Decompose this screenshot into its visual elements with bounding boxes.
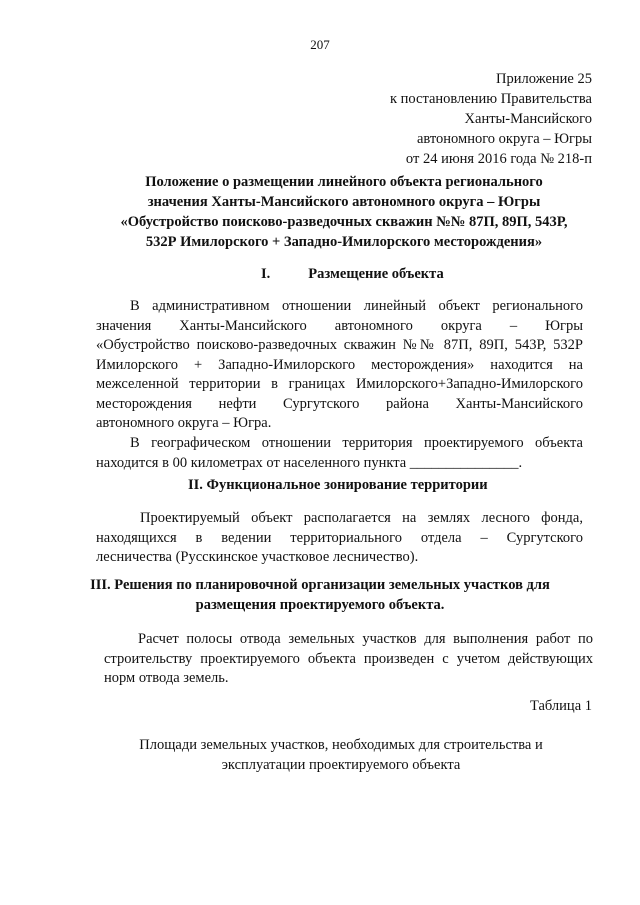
paragraph-line: месторождения нефти Сургутского района Ханты-Мансийского bbox=[96, 395, 583, 412]
paragraph-line: значения Ханты-Мансийского автономного округа – Югры bbox=[96, 317, 583, 334]
appendix-line: к постановлению Правительства bbox=[390, 91, 592, 107]
table-label: Таблица 1 bbox=[529, 698, 592, 714]
paragraph-line: находящихся в ведении территориального отдела – Сургутского bbox=[96, 529, 583, 546]
appendix-line: Ханты-Мансийского bbox=[464, 111, 592, 127]
section-1-number: I. bbox=[261, 266, 271, 282]
section-3-heading bbox=[40, 575, 600, 615]
page-number: 207 bbox=[310, 37, 330, 52]
paragraph-line: автономного округа – Югра. bbox=[96, 415, 272, 431]
section-1-title: Размещение объекта bbox=[308, 266, 444, 282]
section-1-heading bbox=[261, 264, 444, 284]
paragraph-line: В административном отношении линейный объект регионального bbox=[130, 298, 583, 314]
title-line: значения Ханты-Мансийского автономного округа – Югры bbox=[147, 194, 541, 210]
paragraph-line: находится в 00 километрах от населенного пункта _______________. bbox=[96, 454, 523, 471]
table-caption-line: эксплуатации проектируемого объекта bbox=[221, 757, 461, 773]
title-line: «Обустройство поисково-разведочных скважин №№ 87П, 89П, 543Р, bbox=[120, 214, 568, 230]
section-2-heading: II. Функциональное зонирование территории bbox=[188, 477, 488, 493]
paragraph-line: В географическом отношении территория проектируемого объекта bbox=[130, 435, 583, 451]
section-2-paragraph-1 bbox=[96, 509, 583, 568]
paragraph-line: лесничества (Русскинское участковое лесничество). bbox=[96, 549, 419, 565]
section-3-heading-line: размещения проектируемого объекта. bbox=[195, 597, 445, 613]
paragraph-line: Имилорского + Западно-Имилорского месторождения» находится на bbox=[96, 356, 583, 373]
section-3-paragraph-1 bbox=[104, 630, 593, 689]
appendix-line: автономного округа – Югры bbox=[416, 131, 592, 147]
paragraph-line: Проектируемый объект располагается на землях лесного фонда, bbox=[140, 510, 583, 526]
title-line: Положение о размещении линейного объекта регионального bbox=[145, 174, 543, 190]
appendix-line: от 24 июня 2016 года № 218-п bbox=[405, 151, 592, 167]
paragraph-line: межселенной территории в границах Имилорского+Западно-Имилорского bbox=[96, 376, 583, 392]
appendix-line: Приложение 25 bbox=[496, 71, 592, 87]
table-caption-line: Площади земельных участков, необходимых для строительства и bbox=[139, 737, 543, 753]
document-title bbox=[88, 172, 600, 252]
section-1-paragraph-2 bbox=[96, 434, 583, 473]
table-caption bbox=[90, 735, 592, 775]
title-line: 532Р Имилорского + Западно-Имилорского месторождения» bbox=[145, 234, 543, 250]
paragraph-line: Расчет полосы отвода земельных участков для выполнения работ по bbox=[138, 631, 593, 647]
paragraph-line: норм отвода земель. bbox=[104, 670, 229, 686]
appendix-reference bbox=[390, 69, 592, 169]
paragraph-line: строительству проектируемого объекта произведен с учетом действующих bbox=[104, 650, 593, 667]
section-1-paragraph-1 bbox=[96, 297, 583, 434]
section-3-heading-line: III. Решения по планировочной организации земельных участков для bbox=[90, 577, 550, 593]
paragraph-line: «Обустройство поисково-разведочных скважин №№ 87П, 89П, 543Р, 532Р bbox=[96, 337, 583, 353]
